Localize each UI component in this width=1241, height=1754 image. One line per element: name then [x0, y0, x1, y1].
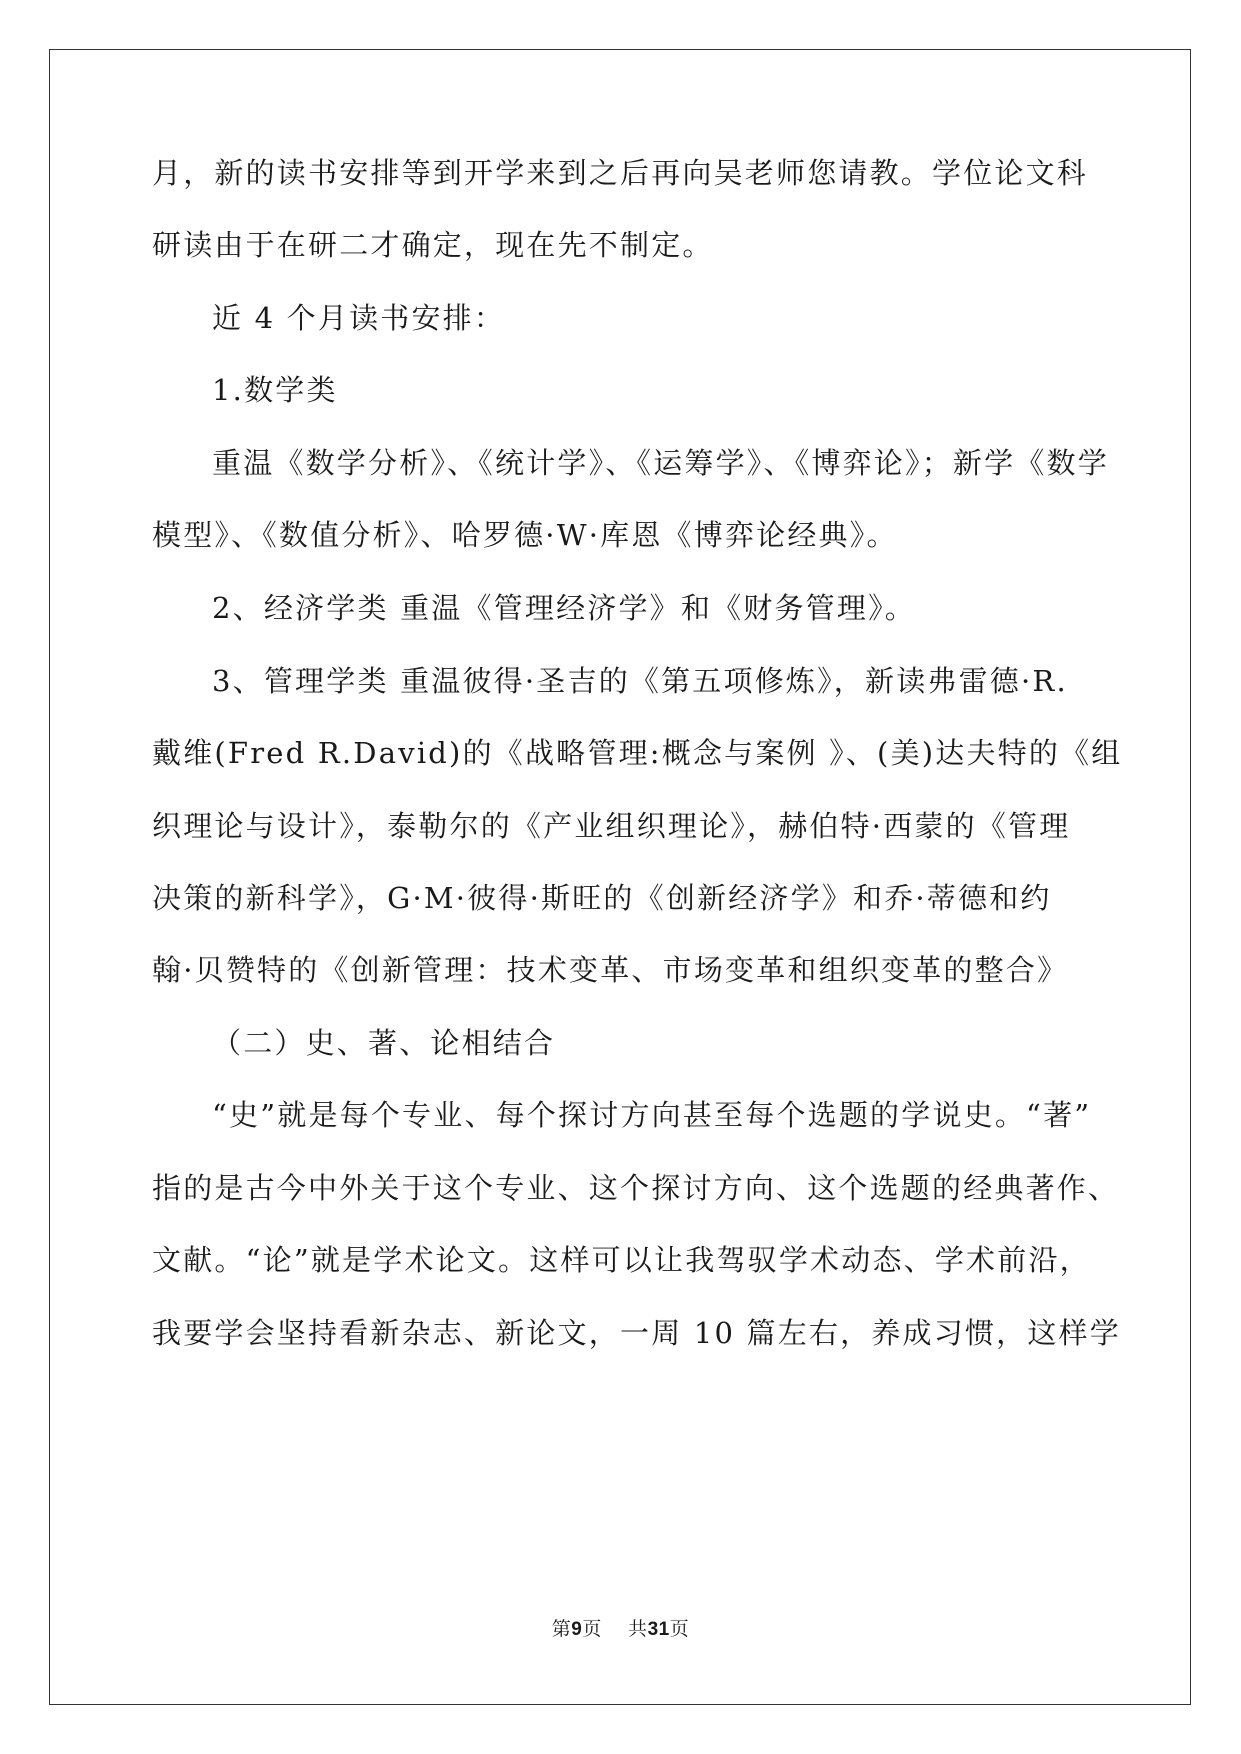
footer-total-pages: 31 — [647, 1619, 670, 1640]
section-heading: （二）史、著、论相结合 — [212, 1026, 556, 1060]
footer-prefix: 第 — [551, 1618, 572, 1640]
body-line-17: 我要学会坚持看新杂志、新论文，一周 10 篇左右，养成习惯，这样学 — [152, 1316, 1121, 1350]
body-line-11: 决策的新科学》，G·M·彼得·斯旺的《创新经济学》和乔·蒂德和约 — [152, 881, 1052, 915]
footer-total-prefix: 共 — [628, 1618, 648, 1640]
body-line-12: 翰·贝赞特的《创新管理：技术变革、市场变革和组织变革的整合》 — [152, 953, 1069, 987]
body-line-3: 近 4 个月读书安排： — [212, 301, 506, 335]
body-line-15: 指的是古今中外关于这个专业、这个探讨方向、这个选题的经典著作、 — [152, 1171, 1120, 1205]
body-line-5: 重温《数学分析》、《统计学》、《运筹学》、《博弈论》；新学《数学 — [212, 446, 1109, 480]
body-line-4: 1.数学类 — [212, 373, 338, 407]
footer-page-suffix: 页 — [582, 1618, 602, 1640]
page-footer — [0, 1617, 1241, 1642]
body-line-7: 2、经济学类 重温《管理经济学》和《财务管理》。 — [212, 591, 916, 625]
body-line-1: 月，新的读书安排等到开学来到之后再向吴老师您请教。学位论文科 — [152, 156, 1089, 190]
footer-page-number: 9 — [571, 1619, 583, 1640]
body-line-10: 织理论与设计》，泰勒尔的《产业组织理论》，赫伯特·西蒙的《管理 — [152, 809, 1071, 843]
body-line-8: 3、管理学类 重温彼得·圣吉的《第五项修炼》，新读弗雷德·R. — [212, 664, 1068, 698]
footer-total-suffix: 页 — [669, 1618, 690, 1640]
body-line-6: 模型》、《数值分析》、哈罗德·W·库恩《博弈论经典》。 — [152, 518, 898, 552]
body-line-2: 研读由于在研二才确定，现在先不制定。 — [152, 228, 714, 262]
body-line-14: “史”就是每个专业、每个探讨方向甚至每个选题的学说史。“著” — [212, 1098, 1092, 1132]
body-line-9: 戴维(Fred R.David)的《战略管理:概念与案例 》、(美)达夫特的《组 — [152, 736, 1123, 770]
body-line-16: 文献。“论”就是学术论文。这样可以让我驾驭学术动态、学术前沿， — [152, 1243, 1091, 1277]
